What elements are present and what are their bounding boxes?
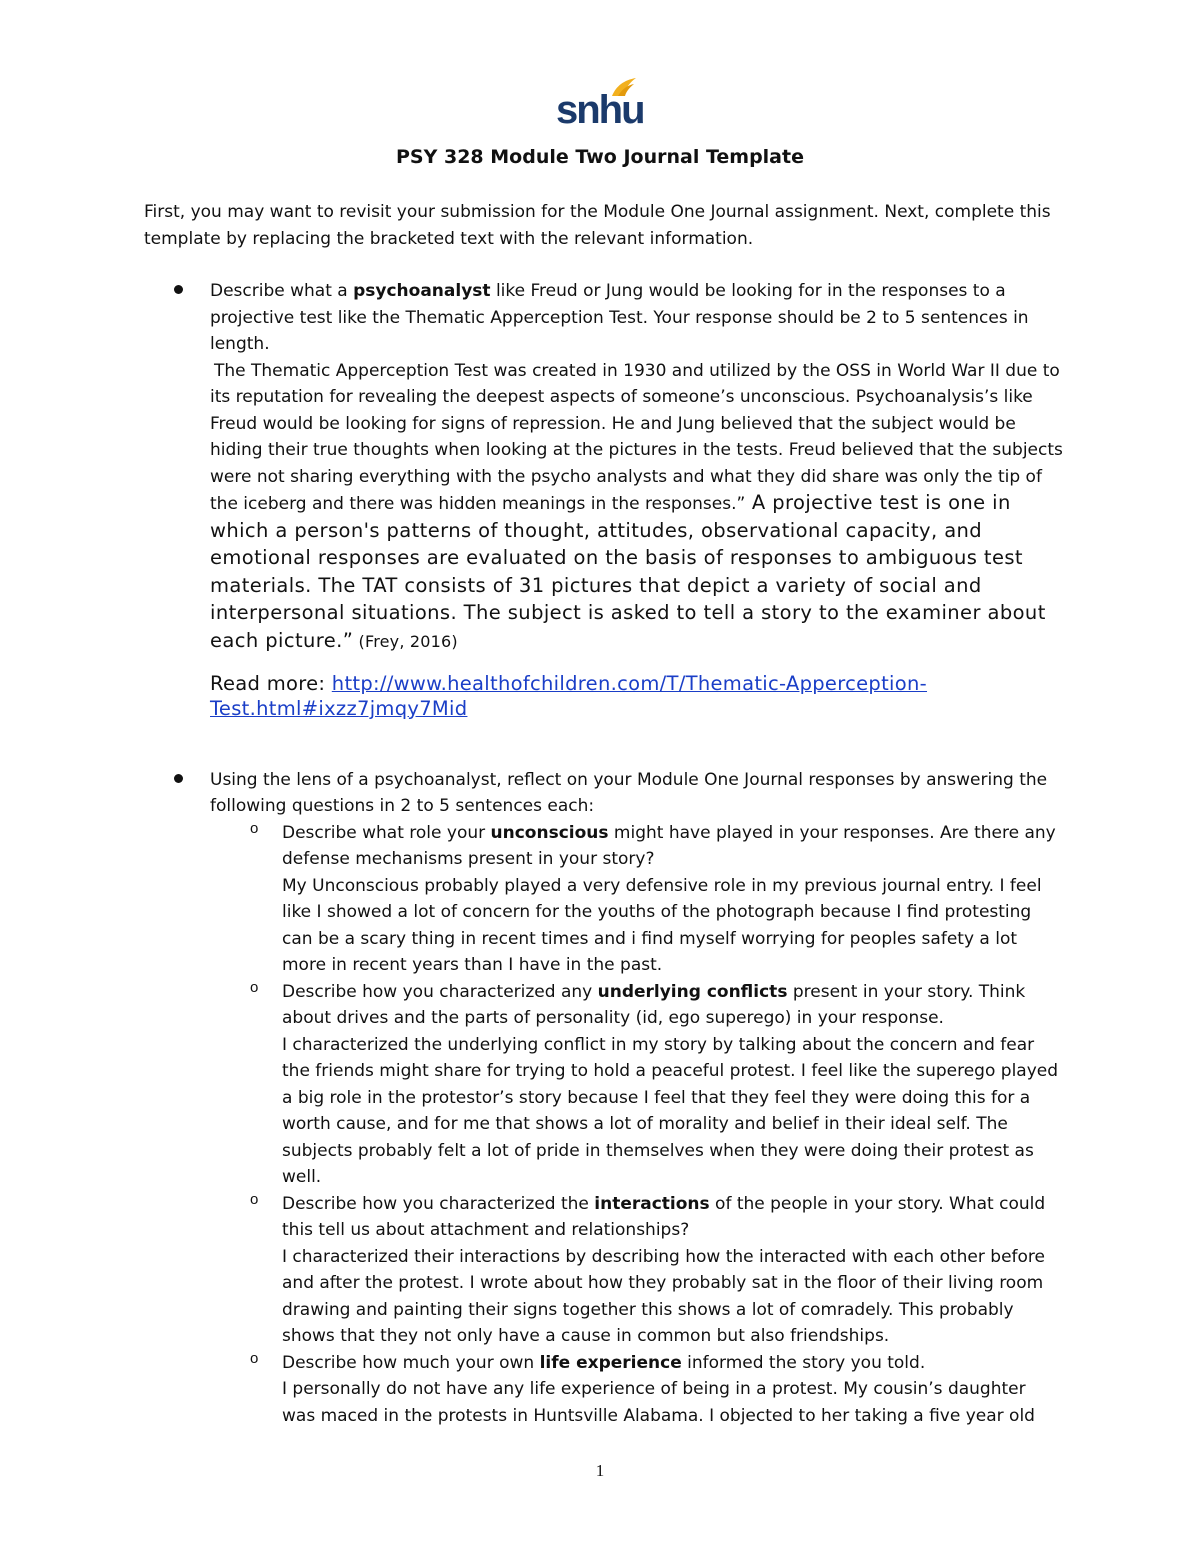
read-more: Read more: http://www.healthofchildren.com/T/Thematic-Apperception-Test.html#ixzz7jmqy7Mid: [210, 672, 928, 720]
page-number: 1: [595, 1461, 605, 1480]
sub-item-2: o Describe how you characterized any underlying conflicts present in your story. Think about drives and the parts of personality (id, ego superego) in your response. I characterized the underlying conflict in my story by talking about the concern and fear the friends might share for trying to hold a peaceful protest. I feel like the superego played a big role in the protestor’s story because I feel that they feel they were doing this for a worth cause, and for me that shows a lot of morality and belief in their ideal self. The subjects probably felt a lot of pride in themselves when they were doing their protest as well.: [144, 979, 1064, 1191]
quoted-definition: A projective test is one in which a person's patterns of thought, attitudes, observational capacity, and emotional responses are evaluated on the basis of responses to ambiguous test materials. The TAT consists of 31 pictures that depict a variety of social and interpersonal situations. The subject is asked to tell a story to the examiner about each picture.”: [210, 491, 1046, 652]
sub-item-answer: I characterized their interactions by describing how the interacted with each other before and after the protest. I wrote about how they probably sat in the floor of their living room drawing and painting their signs together this shows a lot of comradely. This probably shows that they not only have a cause in common but also friendships.: [282, 1246, 1045, 1346]
bullet-icon: [174, 285, 183, 294]
bold-term: psychoanalyst: [353, 281, 491, 301]
circle-bullet-icon: o: [250, 819, 259, 837]
bullet-item-1: [144, 278, 1064, 358]
logo-text: snhu: [556, 88, 644, 132]
citation: (Frey, 2016): [353, 631, 458, 651]
bullet-icon: [174, 774, 183, 783]
sub-item-answer: I characterized the underlying conflict in my story by talking about the concern and fear the friends might share for trying to hold a peaceful protest. I feel like the superego played a big role in the protestor’s story because I feel that they feel they were doing this for a worth cause, and for me that shows a lot of morality and belief in their ideal self. The subjects probably felt a lot of pride in themselves when they were doing their protest as well.: [282, 1034, 1059, 1187]
page-title: PSY 328 Module Two Journal Template: [396, 146, 804, 168]
bullet-1-prompt: Describe what a psychoanalyst like Freud or Jung would be looking for in the responses to a projective test like the Thematic Apperception Test. Your response should be 2 to 5 sentences in length.: [210, 281, 1029, 354]
circle-bullet-icon: o: [250, 978, 259, 996]
read-more-link[interactable]: http://www.healthofchildren.com/T/Thematic-Apperception-Test.html#ixzz7jmqy7Mid: [210, 672, 928, 720]
circle-bullet-icon: o: [250, 1190, 259, 1208]
sub-item-4: o Describe how much your own life experience informed the story you told. I personally do not have any life experience of being in a protest. My cousin’s daughter was maced in the protests in Huntsville Alabama. I objected to her taking a five year old: [144, 1350, 1064, 1430]
intro-paragraph: First, you may want to revisit your submission for the Module One Journal assignment. Next, complete this template by replacing the bracketed text with the relevant information.: [144, 202, 1051, 249]
document-body: [144, 199, 1064, 1429]
sub-item-3: o Describe how you characterized the interactions of the people in your story. What could this tell us about attachment and relationships? I characterized their interactions by describing how the interacted with each other before and after the protest. I wrote about how they probably sat in the floor of their living room drawing and painting their signs together this shows a lot of comradely. This probably shows that they not only have a cause in common but also friendships.: [144, 1191, 1064, 1350]
bullet-1-answer: [144, 358, 1064, 722]
bullet-2-prompt: Using the lens of a psychoanalyst, reflect on your Module One Journal responses by answering the following questions in 2 to 5 sentences each:: [210, 769, 1048, 816]
snhu-logo: [556, 76, 644, 132]
sub-item-answer: I personally do not have any life experience of being in a protest. My cousin’s daughter was maced in the protests in Huntsville Alabama. I objected to her taking a five year old: [282, 1379, 1035, 1426]
bullet-item-2: [144, 767, 1064, 820]
answer-text: The Thematic Apperception Test was created in 1930 and utilized by the OSS in World War II due to its reputation for revealing the deepest aspects of someone’s unconscious. Psychoanalysis’s like Freud would be looking for signs of repression. He and Jung believed that the subject would be hiding their true thoughts when looking at the pictures in the tests. Freud believed that the subjects were not sharing everything with the psycho analysts and what they did share was only the tip of the iceberg and there was hidden meanings in the responses.”: [210, 360, 1063, 514]
sub-item-answer: My Unconscious probably played a very defensive role in my previous journal entry. I feel like I showed a lot of concern for the youths of the photograph because I find protesting can be a scary thing in recent times and i find myself worrying for peoples safety a lot more in recent years than I have in the past.: [282, 875, 1042, 975]
sub-item-1: o Describe what role your unconscious might have played in your responses. Are there any defense mechanisms present in your story? My Unconscious probably played a very defensive role in my previous journal entry. I feel like I showed a lot of concern for the youths of the photograph because I find protesting can be a scary thing in recent times and i find myself worrying for peoples safety a lot more in recent years than I have in the past.: [144, 820, 1064, 979]
circle-bullet-icon: o: [250, 1349, 259, 1367]
